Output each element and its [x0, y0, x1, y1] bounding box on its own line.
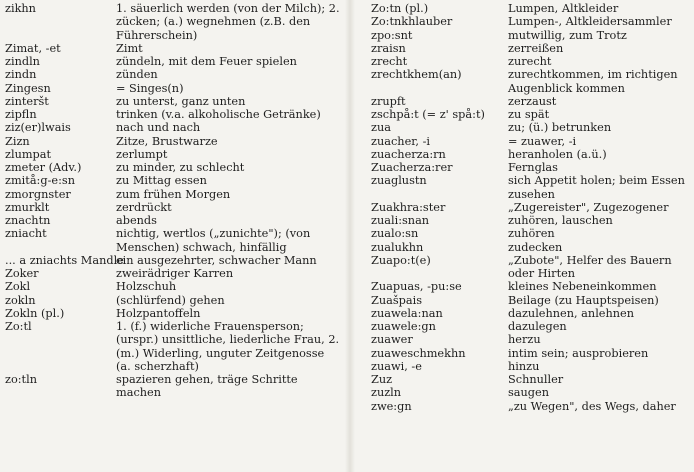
entry-term: zipfln	[5, 108, 37, 121]
glossary-entry	[5, 135, 340, 148]
entry-term: zinteršt	[5, 94, 49, 108]
glossary-entry	[5, 294, 340, 307]
glossary-entry	[371, 42, 691, 55]
glossary-entry	[5, 161, 340, 174]
glossary-entry	[371, 2, 691, 15]
entry-term: zua	[371, 121, 391, 135]
glossary-entry	[371, 347, 691, 360]
entry-term: zlumpat	[5, 147, 52, 161]
entry-definition: zu; (ü.) betrunken	[508, 121, 612, 135]
glossary-entry	[371, 15, 691, 28]
entry-term: Zo:tl	[5, 320, 32, 333]
glossary-entry	[5, 148, 340, 161]
glossary-entry	[371, 29, 691, 42]
entry-definition: Beilage (zu Hauptspeisen)	[508, 293, 659, 307]
entry-term: Zuz	[371, 373, 393, 386]
entry-term: Zuašpais	[371, 293, 423, 307]
entry-definition: kleines Nebeneinkommen	[508, 280, 657, 294]
glossary-entry	[371, 241, 691, 254]
entry-term: zmeter (Adv.)	[5, 161, 82, 174]
glossary-entry	[5, 188, 340, 201]
entry-term: zschpå:t (= z' spå:t)	[371, 108, 485, 121]
entry-definition: Zitze, Brustwarze	[116, 134, 218, 148]
glossary-entry	[371, 280, 691, 293]
entry-term: Zokln (pl.)	[5, 306, 65, 320]
glossary-entry	[5, 2, 340, 42]
entry-term: zpo:snt	[371, 28, 413, 42]
entry-definition: zu unterst, ganz unten	[116, 94, 246, 108]
entry-term: zuawela:nan	[371, 306, 443, 320]
glossary-entry	[371, 320, 691, 333]
entry-term: zuaweschmekhn	[371, 346, 466, 360]
entry-definition: zünden	[116, 68, 158, 82]
entry-definition: dazulegen	[508, 320, 567, 333]
entry-definition: abends	[116, 214, 157, 227]
entry-definition: Holzpantoffeln	[116, 306, 201, 320]
entry-term: zo:tln	[5, 373, 37, 386]
entry-definition: hinzu	[508, 359, 540, 373]
entry-definition: 1. säuerlich werden (von der Milch); 2. zücken; (a.) wegnehmen (z.B. den Führerschein)	[116, 2, 340, 42]
entry-term: zmitå:g-e:sn	[5, 174, 75, 188]
glossary-entry	[371, 333, 691, 346]
entry-definition: zudecken	[508, 240, 563, 254]
entry-definition: trinken (v.a. alkoholische Getränke)	[116, 108, 321, 121]
entry-term: zraisn	[371, 41, 406, 55]
glossary-entry	[5, 121, 340, 134]
entry-definition: Fernglas	[508, 161, 558, 174]
entry-definition: spazieren gehen, träge Schritte machen	[116, 373, 298, 400]
glossary-entry	[371, 400, 691, 413]
glossary-entry	[371, 360, 691, 373]
entry-definition: Lumpen, Altkleider	[508, 2, 619, 15]
entry-definition: sich Appetit holen; beim Essen zusehen	[508, 174, 685, 201]
entry-definition: heranholen (a.ü.)	[508, 147, 607, 161]
entry-term: znachtn	[5, 214, 51, 227]
glossary-entry	[371, 201, 691, 214]
entry-definition: „zu Wegen", des Wegs, daher	[508, 399, 676, 413]
glossary-entry	[371, 148, 691, 161]
entry-definition: zu Mittag essen	[116, 174, 207, 188]
entry-definition: mutwillig, zum Trotz	[508, 28, 627, 42]
entry-definition: nichtig, wertlos („zunichte"); (von Menschen) schwach, hinfällig	[116, 227, 311, 254]
entry-definition: ein ausgezehrter, schwacher Mann	[116, 253, 317, 267]
entry-definition: zweirädriger Karren	[116, 267, 234, 280]
entry-definition: = Singes(n)	[116, 81, 184, 95]
glossary-entry	[371, 121, 691, 134]
entry-term: Zo:tn (pl.)	[371, 2, 429, 15]
entry-term: Zingesn	[5, 81, 51, 95]
entry-term: zikhn	[5, 2, 36, 15]
glossary-entry	[371, 135, 691, 148]
glossary-entry	[371, 68, 691, 95]
glossary-entry	[5, 320, 340, 373]
entry-term: zuaglustn	[371, 174, 427, 188]
entry-term: ... a zniachts Mandle	[5, 253, 124, 267]
entry-term: ziz(er)lwais	[5, 121, 71, 135]
entry-term: zwe:gn	[371, 399, 412, 413]
entry-definition: Holzschuh	[116, 280, 177, 294]
entry-term: Zuapuas, -pu:se	[371, 280, 462, 294]
entry-definition: Zimt	[116, 41, 143, 55]
entry-term: Zuacherza:rer	[371, 161, 453, 174]
glossary-entry	[371, 174, 691, 201]
entry-definition: dazulehnen, anlehnen	[508, 306, 635, 320]
glossary-entry	[371, 386, 691, 399]
entry-term: zuacherza:rn	[371, 147, 446, 161]
entry-term: zokln	[5, 293, 36, 307]
glossary-entry	[371, 294, 691, 307]
entry-term: Zuakhra:ster	[371, 200, 446, 214]
glossary-entry	[5, 55, 340, 68]
glossary-entry	[5, 214, 340, 227]
entry-definition: Lumpen-, Altkleidersammler	[508, 15, 672, 29]
glossary-entry	[5, 307, 340, 320]
glossary-entry	[5, 82, 340, 95]
entry-term: zindln	[5, 55, 40, 68]
entry-definition: zurecht	[508, 55, 552, 68]
entry-term: zuawer	[371, 333, 413, 347]
entry-term: Zo:tnkhlauber	[371, 15, 453, 29]
glossary-entry	[371, 214, 691, 227]
entry-term: Zoker	[5, 267, 39, 280]
entry-term: zmorgnster	[5, 187, 71, 201]
entry-term: zuzln	[371, 386, 402, 400]
entry-term: zniacht	[5, 227, 47, 241]
entry-definition: = zuawer, -i	[508, 134, 577, 148]
entry-definition: saugen	[508, 386, 550, 400]
entry-term: zmurklt	[5, 200, 50, 214]
glossary-entry	[5, 254, 340, 267]
glossary-entry	[5, 280, 340, 293]
entry-definition: zerdrückt	[116, 200, 172, 214]
left-column	[5, 2, 340, 400]
entry-definition: zerlumpt	[116, 147, 168, 161]
glossary-entry	[371, 373, 691, 386]
entry-term: zindn	[5, 68, 37, 82]
glossary-entry	[5, 373, 340, 400]
glossary-entry	[371, 55, 691, 68]
entry-definition: zerzaust	[508, 94, 557, 108]
entry-definition: zum frühen Morgen	[116, 187, 231, 201]
entry-definition: zu spät	[508, 108, 550, 121]
entry-definition: zündeln, mit dem Feuer spielen	[116, 55, 297, 68]
glossary-entry	[5, 227, 340, 254]
entry-definition: zuhören	[508, 227, 555, 241]
glossary-entry	[371, 307, 691, 320]
entry-term: zualo:sn	[371, 227, 419, 241]
entry-term: zuawele:gn	[371, 320, 436, 333]
entry-definition: zu minder, zu schlecht	[116, 161, 245, 174]
entry-term: zrecht	[371, 55, 408, 68]
entry-definition: (schlürfend) gehen	[116, 293, 225, 307]
entry-term: Zimat, -et	[5, 41, 61, 55]
glossary-entry	[5, 108, 340, 121]
book-gutter	[345, 0, 355, 472]
entry-term: Zizn	[5, 134, 30, 148]
entry-definition: herzu	[508, 333, 541, 347]
glossary-entry	[371, 95, 691, 108]
entry-term: zualukhn	[371, 240, 424, 254]
entry-definition: zerreißen	[508, 41, 564, 55]
glossary-entry	[5, 174, 340, 187]
entry-definition: „Zugereister", Zugezogener	[508, 200, 669, 214]
glossary-entry	[5, 68, 340, 81]
entry-definition: nach und nach	[116, 121, 201, 135]
entry-term: zuacher, -i	[371, 134, 431, 148]
glossary-entry	[5, 42, 340, 55]
glossary-entry	[5, 201, 340, 214]
entry-term: zrechtkhem(an)	[371, 68, 462, 82]
entry-term: zuali:snan	[371, 214, 430, 227]
entry-definition: intim sein; ausprobieren	[508, 346, 649, 360]
glossary-entry	[371, 254, 691, 281]
glossary-entry	[5, 95, 340, 108]
glossary-entry	[5, 267, 340, 280]
entry-definition: zurechtkommen, im richtigen Augenblick kommen	[508, 68, 678, 95]
glossary-entry	[371, 227, 691, 240]
glossary-entry	[371, 108, 691, 121]
glossary-entry	[371, 161, 691, 174]
entry-definition: zuhören, lauschen	[508, 214, 613, 227]
right-column	[371, 2, 691, 413]
entry-term: Zokl	[5, 280, 31, 294]
entry-term: Zuapo:t(e)	[371, 253, 431, 267]
entry-definition: 1. (f.) widerliche Frauensperson; (urspr.) unsittliche, liederliche Frau, 2. (m.) Widerling, unguter Zeitgenosse (a. scherzhaft)	[116, 320, 340, 373]
entry-definition: Schnuller	[508, 373, 564, 386]
entry-term: zrupft	[371, 94, 406, 108]
entry-definition: „Zubote", Helfer des Bauern oder Hirten	[508, 253, 672, 280]
entry-term: zuawi, -e	[371, 359, 422, 373]
